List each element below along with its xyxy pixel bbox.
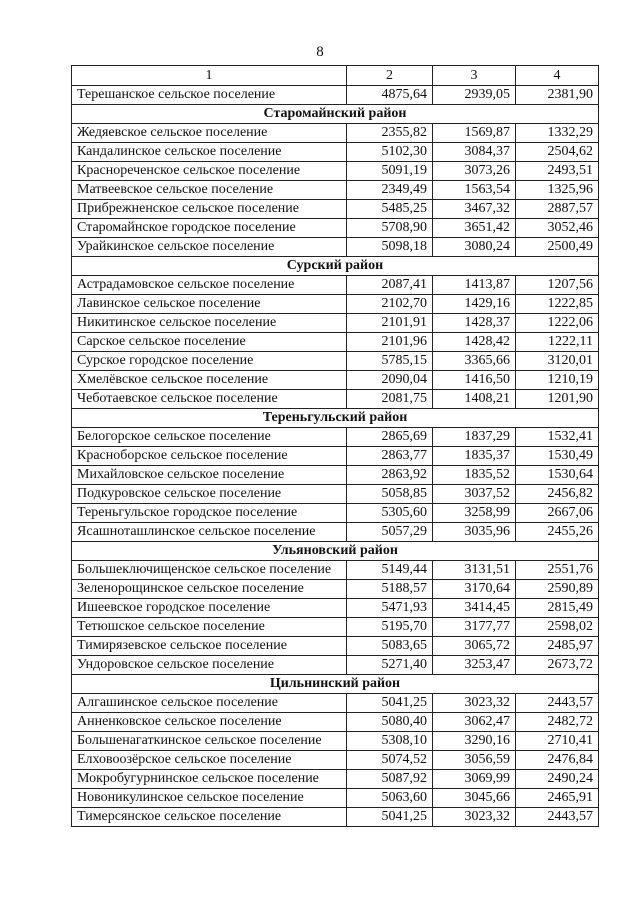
value-cell-col2: 2090,04 [347,371,433,390]
settlement-name-cell: Ясашноташлинское сельское поселение [72,523,347,542]
table-row [72,295,599,314]
column-header-2: 2 [347,66,433,86]
region-name: Цильнинский район [72,675,599,694]
value-cell-col2: 5083,65 [347,637,433,656]
value-cell-col4: 2490,24 [516,770,599,789]
value-cell-col4: 1210,19 [516,371,599,390]
value-cell-col4: 2485,97 [516,637,599,656]
value-cell-col4: 2500,49 [516,238,599,257]
table-row [72,143,599,162]
value-cell-col3: 1837,29 [433,428,516,447]
value-cell-col2: 4875,64 [347,86,433,105]
settlement-name-cell: Тимерсянское сельское поселение [72,808,347,827]
settlement-name-cell: Мокробугурнинское сельское поселение [72,770,347,789]
value-cell-col2: 2865,69 [347,428,433,447]
value-cell-col3: 1416,50 [433,371,516,390]
value-cell-col3: 3467,32 [433,200,516,219]
value-cell-col2: 5098,18 [347,238,433,257]
value-cell-col4: 1201,90 [516,390,599,409]
column-header-1: 1 [72,66,347,86]
settlement-name-cell: Никитинское сельское поселение [72,314,347,333]
page-number: 8 [316,44,324,60]
settlement-name-cell: Новоникулинское сельское поселение [72,789,347,808]
value-cell-col3: 1429,16 [433,295,516,314]
region-name: Сурский район [72,257,599,276]
value-cell-col2: 5102,30 [347,143,433,162]
value-cell-col2: 5091,19 [347,162,433,181]
value-cell-col2: 2355,82 [347,124,433,143]
table-row [72,770,599,789]
region-header-row [72,409,599,428]
settlement-name-cell: Жедяевское сельское поселение [72,124,347,143]
value-cell-col2: 5708,90 [347,219,433,238]
settlement-name-cell: Кандалинское сельское поселение [72,143,347,162]
table-row [72,618,599,637]
settlement-name-cell: Анненковское сельское поселение [72,713,347,732]
table-row [72,789,599,808]
settlement-name-cell: Подкуровское сельское поселение [72,485,347,504]
table-row [72,238,599,257]
value-cell-col3: 3035,96 [433,523,516,542]
value-cell-col4: 2710,41 [516,732,599,751]
table-row [72,124,599,143]
table-row [72,162,599,181]
value-cell-col2: 5471,93 [347,599,433,618]
table-row [72,808,599,827]
table-row [72,219,599,238]
value-cell-col2: 5041,25 [347,808,433,827]
table-row [72,580,599,599]
value-cell-col2: 5271,40 [347,656,433,675]
header-row [72,66,599,86]
table-row [72,713,599,732]
value-cell-col4: 3052,46 [516,219,599,238]
value-cell-col2: 2101,91 [347,314,433,333]
value-cell-col4: 1222,85 [516,295,599,314]
value-cell-col3: 1569,87 [433,124,516,143]
value-cell-col3: 3073,26 [433,162,516,181]
value-cell-col2: 2102,70 [347,295,433,314]
value-cell-col4: 1332,29 [516,124,599,143]
value-cell-col4: 2476,84 [516,751,599,770]
value-cell-col3: 3290,16 [433,732,516,751]
value-cell-col4: 2443,57 [516,694,599,713]
value-cell-col2: 2081,75 [347,390,433,409]
value-cell-col2: 5087,92 [347,770,433,789]
value-cell-col2: 5485,25 [347,200,433,219]
value-cell-col3: 3414,45 [433,599,516,618]
settlement-name-cell: Сарское сельское поселение [72,333,347,352]
table-row [72,732,599,751]
value-cell-col2: 5063,60 [347,789,433,808]
value-cell-col4: 2673,72 [516,656,599,675]
settlement-name-cell: Тереньгульское городское поселение [72,504,347,523]
value-cell-col4: 1207,56 [516,276,599,295]
column-header-3: 3 [433,66,516,86]
value-cell-col3: 1428,37 [433,314,516,333]
settlement-name-cell: Алгашинское сельское поселение [72,694,347,713]
table-row [72,181,599,200]
value-cell-col3: 1413,87 [433,276,516,295]
value-cell-col3: 3023,32 [433,808,516,827]
settlement-name-cell: Матвеевское сельское поселение [72,181,347,200]
settlement-name-cell: Ишеевское городское поселение [72,599,347,618]
table-row [72,352,599,371]
value-cell-col2: 5305,60 [347,504,433,523]
settlement-name-cell: Тетюшское сельское поселение [72,618,347,637]
value-cell-col3: 3253,47 [433,656,516,675]
settlement-name-cell: Лавинское сельское поселение [72,295,347,314]
value-cell-col4: 2504,62 [516,143,599,162]
value-cell-col2: 5785,15 [347,352,433,371]
value-cell-col2: 5074,52 [347,751,433,770]
value-cell-col4: 1222,11 [516,333,599,352]
table-row [72,466,599,485]
value-cell-col2: 5188,57 [347,580,433,599]
settlement-name-cell: Белогорское сельское поселение [72,428,347,447]
value-cell-col4: 3120,01 [516,352,599,371]
value-cell-col3: 1835,37 [433,447,516,466]
table-row [72,200,599,219]
settlement-name-cell: Красноборское сельское поселение [72,447,347,466]
region-name: Ульяновский район [72,542,599,561]
value-cell-col4: 2598,02 [516,618,599,637]
value-cell-col4: 2455,26 [516,523,599,542]
value-cell-col4: 1325,96 [516,181,599,200]
value-cell-col2: 2101,96 [347,333,433,352]
value-cell-col3: 3258,99 [433,504,516,523]
value-cell-col2: 5195,70 [347,618,433,637]
settlement-name-cell: Тимирязевское сельское поселение [72,637,347,656]
table-row [72,371,599,390]
value-cell-col3: 1563,54 [433,181,516,200]
value-cell-col3: 3045,66 [433,789,516,808]
value-cell-col2: 5308,10 [347,732,433,751]
table-row [72,504,599,523]
value-cell-col4: 1222,06 [516,314,599,333]
value-cell-col2: 5149,44 [347,561,433,580]
table-row [72,637,599,656]
value-cell-col3: 3069,99 [433,770,516,789]
settlement-name-cell: Большеключищенское сельское поселение [72,561,347,580]
value-cell-col3: 3177,77 [433,618,516,637]
settlement-name-cell: Краснореченское сельское поселение [72,162,347,181]
table-row [72,314,599,333]
data-table [71,65,599,827]
settlement-name-cell: Старомайнское городское поселение [72,219,347,238]
value-cell-col4: 2667,06 [516,504,599,523]
value-cell-col3: 3065,72 [433,637,516,656]
table-row [72,276,599,295]
table-row [72,485,599,504]
value-cell-col4: 2456,82 [516,485,599,504]
value-cell-col2: 5058,85 [347,485,433,504]
settlement-name-cell: Урайкинское сельское поселение [72,238,347,257]
value-cell-col3: 2939,05 [433,86,516,105]
value-cell-col3: 1428,42 [433,333,516,352]
region-header-row [72,542,599,561]
value-cell-col4: 1530,49 [516,447,599,466]
column-header-4: 4 [516,66,599,86]
value-cell-col2: 5080,40 [347,713,433,732]
value-cell-col3: 1408,21 [433,390,516,409]
settlement-name-cell: Зеленорощинское сельское поселение [72,580,347,599]
table-row [72,333,599,352]
table-row [72,428,599,447]
value-cell-col3: 3056,59 [433,751,516,770]
value-cell-col3: 3062,47 [433,713,516,732]
table-row [72,599,599,618]
settlement-name-cell: Прибрежненское сельское поселение [72,200,347,219]
value-cell-col4: 1532,41 [516,428,599,447]
value-cell-col3: 3131,51 [433,561,516,580]
region-header-row [72,105,599,124]
value-cell-col2: 2087,41 [347,276,433,295]
value-cell-col4: 2482,72 [516,713,599,732]
value-cell-col3: 3023,32 [433,694,516,713]
value-cell-col2: 5057,29 [347,523,433,542]
value-cell-col3: 3365,66 [433,352,516,371]
settlement-name-cell: Михайловское сельское поселение [72,466,347,485]
region-header-row [72,675,599,694]
table-row [72,656,599,675]
value-cell-col3: 3084,37 [433,143,516,162]
value-cell-col3: 1835,52 [433,466,516,485]
value-cell-col4: 2887,57 [516,200,599,219]
table-header [72,66,599,86]
value-cell-col4: 2815,49 [516,599,599,618]
table-row [72,751,599,770]
value-cell-col2: 5041,25 [347,694,433,713]
table-row [72,523,599,542]
region-name: Старомайнский район [72,105,599,124]
value-cell-col2: 2863,77 [347,447,433,466]
table-row [72,390,599,409]
value-cell-col3: 3080,24 [433,238,516,257]
value-cell-col4: 2551,76 [516,561,599,580]
value-cell-col3: 3037,52 [433,485,516,504]
value-cell-col4: 2381,90 [516,86,599,105]
settlement-name-cell: Ундоровское сельское поселение [72,656,347,675]
settlement-name-cell: Астрадамовское сельское поселение [72,276,347,295]
settlement-name-cell: Чеботаевское сельское поселение [72,390,347,409]
value-cell-col4: 2465,91 [516,789,599,808]
value-cell-col2: 2349,49 [347,181,433,200]
region-header-row [72,257,599,276]
value-cell-col4: 2590,89 [516,580,599,599]
value-cell-col4: 2443,57 [516,808,599,827]
value-cell-col4: 2493,51 [516,162,599,181]
settlement-name-cell: Елховоозёрское сельское поселение [72,751,347,770]
settlement-name-cell: Хмелёвское сельское поселение [72,371,347,390]
settlement-name-cell: Большенагаткинское сельское поселение [72,732,347,751]
value-cell-col3: 3651,42 [433,219,516,238]
settlement-name-cell: Терешанское сельское поселение [72,86,347,105]
table-body [72,86,599,827]
value-cell-col3: 3170,64 [433,580,516,599]
value-cell-col4: 1530,64 [516,466,599,485]
region-name: Тереньгульский район [72,409,599,428]
table-row [72,561,599,580]
settlement-name-cell: Сурское городское поселение [72,352,347,371]
table-row [72,86,599,105]
table-row [72,694,599,713]
table-row [72,447,599,466]
value-cell-col2: 2863,92 [347,466,433,485]
